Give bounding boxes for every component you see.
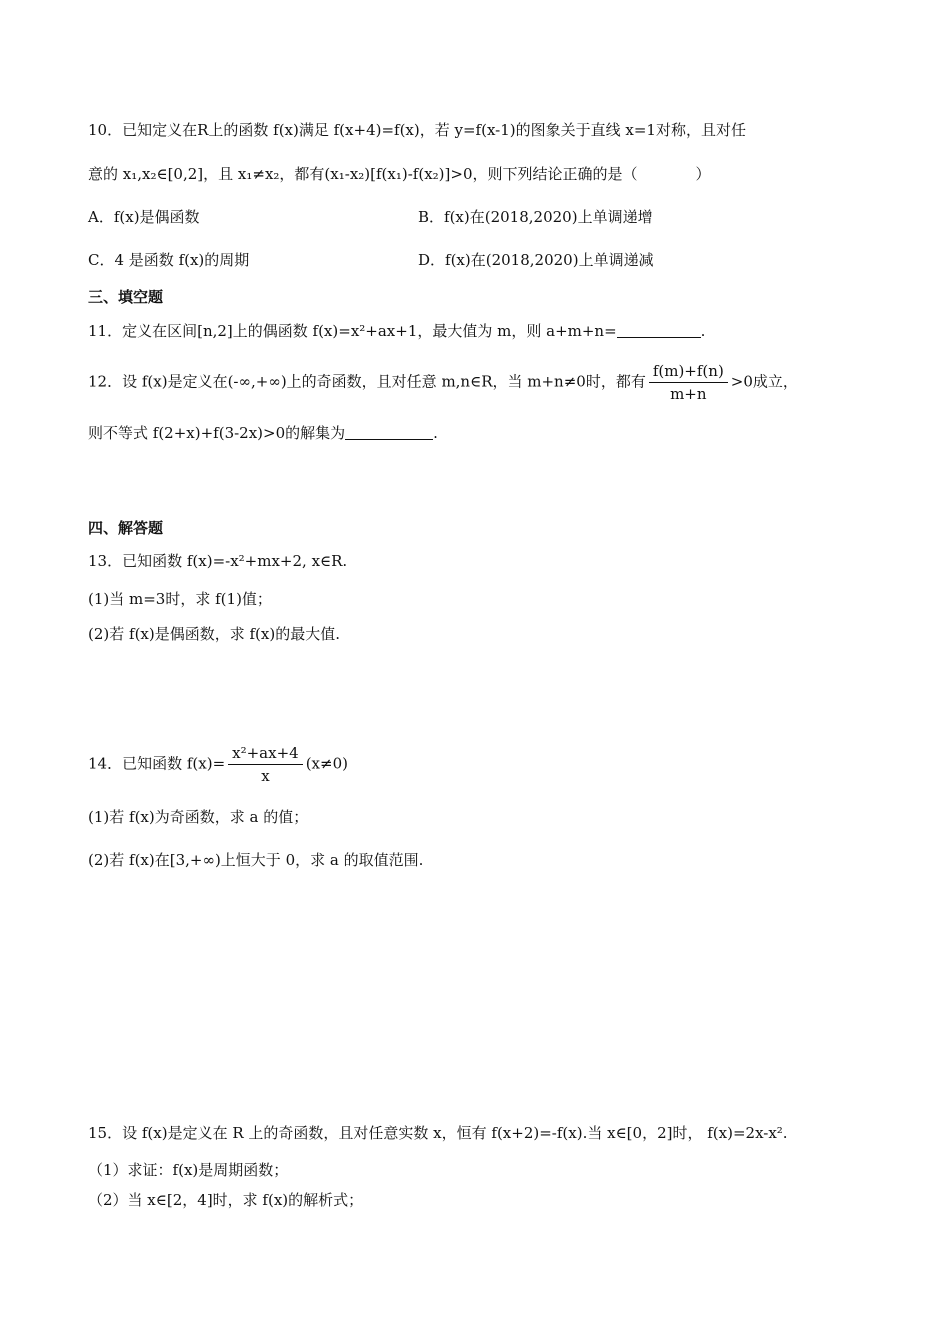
q12-line2 [88, 422, 890, 444]
option-a: A．f(x)是偶函数 [88, 208, 200, 226]
q15-part2: （2）当 x∈[2，4]时，求 f(x)的解析式； [88, 1191, 364, 1209]
q13-part1: (1)当 m=3时，求 f(1)值； [88, 590, 272, 608]
q11-end: . [700, 322, 706, 340]
q15-stem: 15．设 f(x)是定义在 R 上的奇函数，且对任意实数 x，恒有 f(x+2)=-f(x).当 x∈[0，2]时， f(x)=2x-x². [88, 1124, 788, 1142]
q11-line [88, 320, 890, 342]
q13-stem: 13．已知函数 f(x)=-x²+mx+2, x∈R. [88, 552, 348, 570]
q10-line1: 10．已知定义在R上的函数 f(x)满足 f(x+4)=f(x)，若 y=f(x-1)的图象关于直线 x=1对称，且对任 [88, 121, 746, 139]
q10-options-row2 [88, 249, 890, 271]
q15-part1: （1）求证：f(x)是周期函数； [88, 1161, 289, 1179]
q14-pre: 14．已知函数 f(x)= [88, 754, 226, 773]
q12-fraction [649, 360, 728, 405]
q10-line2 [88, 163, 890, 185]
q11-answer-blank [617, 321, 701, 338]
option-d: D．f(x)在(2018,2020)上单调递减 [418, 251, 654, 269]
q12-end: . [433, 424, 438, 442]
q10-options-row1 [88, 206, 890, 228]
q12-fraction-numerator: f(m)+f(n) [649, 360, 728, 383]
q12-pre: 12．设 f(x)是定义在(-∞,+∞)上的奇函数，且对任意 m,n∈R，当 m+n≠0时，都有 [88, 372, 646, 391]
q14-part2: (2)若 f(x)在[3,+∞)上恒大于 0，求 a 的取值范围. [88, 851, 424, 869]
q13-part2: (2)若 f(x)是偶函数，求 f(x)的最大值. [88, 625, 340, 643]
q14-stem [88, 742, 890, 787]
q14-fraction-numerator: x²+ax+4 [228, 742, 303, 765]
option-c: C．4 是函数 f(x)的周期 [88, 251, 250, 269]
q14-fraction-denominator: x [261, 767, 270, 785]
q12-line1 [88, 360, 890, 405]
section-solutions-title: 四、解答题 [88, 519, 164, 537]
section-fill-in-title: 三、填空题 [88, 288, 164, 306]
q10-line2-close: ） [695, 165, 711, 183]
q12-line2-text: 则不等式 f(2+x)+f(3-2x)>0的解集为 [88, 424, 346, 442]
q11-text: 11．定义在区间[n,2]上的偶函数 f(x)=x²+ax+1，最大值为 m，则 a+m+n= [88, 322, 617, 340]
q12-post: >0成立， [730, 372, 798, 391]
q12-answer-blank [345, 423, 433, 440]
q12-fraction-denominator: m+n [670, 385, 707, 403]
option-b: B．f(x)在(2018,2020)上单调递增 [418, 208, 653, 226]
q14-post: (x≠0) [305, 754, 348, 773]
q14-part1: (1)若 f(x)为奇函数，求 a 的值； [88, 808, 309, 826]
q14-fraction [228, 742, 303, 787]
q10-line2-text: 意的 x₁,x₂∈[0,2]，且 x₁≠x₂，都有(x₁-x₂)[f(x₁)-f(x₂)]>0，则下列结论正确的是（ [88, 165, 638, 183]
